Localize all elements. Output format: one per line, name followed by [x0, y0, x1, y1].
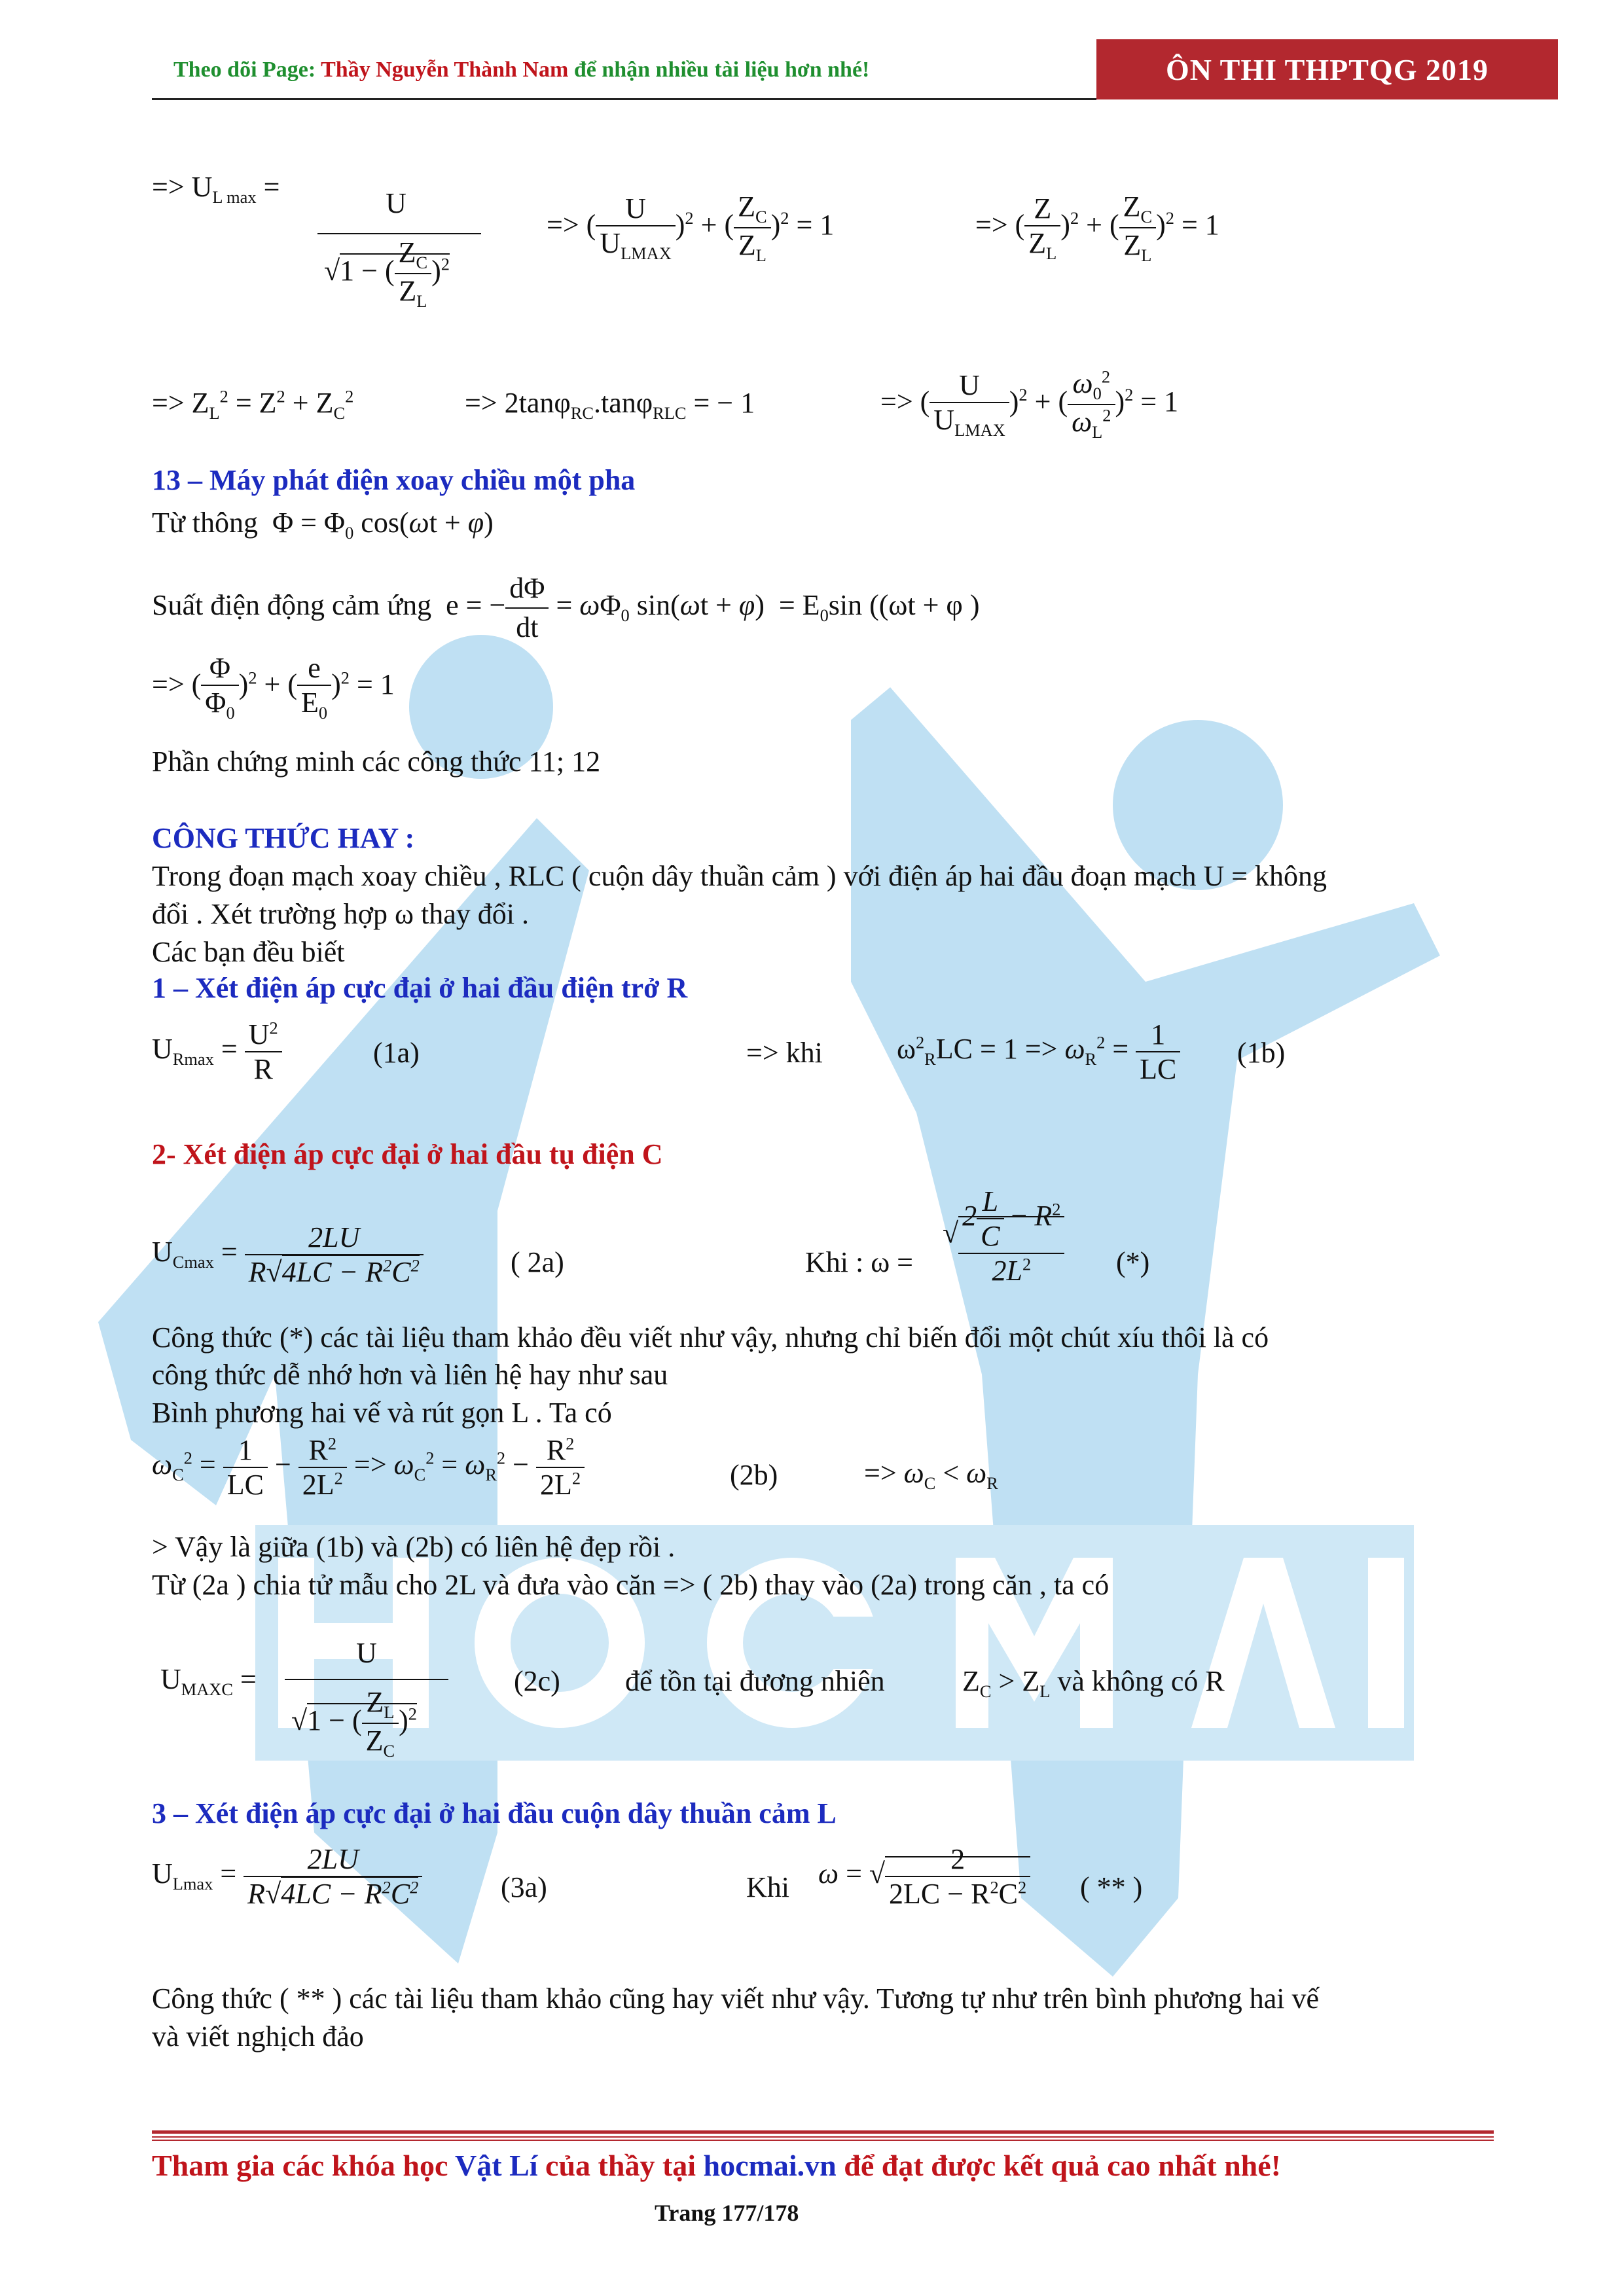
- section-13-title: 13 – Máy phát điện xoay chiều một pha: [152, 464, 636, 496]
- label-3a: (3a): [501, 1871, 547, 1903]
- teacher-name[interactable]: Thầy Nguyễn Thành Nam: [321, 58, 569, 82]
- emf-tail: = E: [778, 589, 820, 622]
- header-divider: [152, 98, 1096, 100]
- formula-omega-l: ω = √ $\frac{2}{2LC - R^2C^2}$: [818, 1842, 1030, 1910]
- formula-sqrt: √1 − ( $\frac{Z_C}{Z_L}$ )$^2$: [324, 236, 450, 311]
- formula-umaxc-sqrt: √1 − ( $\frac{Z_L}{Z_C}$ )$^2$: [291, 1686, 417, 1761]
- section-3-title: 3 – Xét điện áp cực đại ở hai đầu cuộn dây thuần cảm L: [152, 1797, 837, 1829]
- emf-label: Suất điện động cảm ứng: [152, 589, 432, 622]
- proof-note: Phần chứng minh các công thức 11; 12: [152, 745, 601, 778]
- formula-zl-squared: => $Z_L^2 = Z^2 + Z_C^2$: [152, 386, 354, 423]
- section-2-exist: để tồn tại đương nhiên: [625, 1665, 885, 1697]
- section-2-title: 2- Xét điện áp cực đại ở hai đầu tụ điện C: [152, 1138, 663, 1170]
- label-2b: (2b): [730, 1459, 778, 1491]
- label-1b: (1b): [1237, 1037, 1286, 1069]
- section-2-para-3: Bình phương hai vế và rút gọn L . Ta có: [152, 1397, 612, 1429]
- section-1-when: => khi: [746, 1037, 823, 1069]
- footer-cta: Tham gia các khóa học Vật Lí của thầy tại hocmai.vn để đạt được kết quả cao nhất nhé!: [152, 2149, 1281, 2182]
- header-follow-text: [173, 58, 869, 82]
- label-star: (*): [1116, 1246, 1150, 1278]
- formula-omega-r: $\omega^2_RLC = 1 => \omega_R^2$ = $\frac{1}{LC}$: [897, 1018, 1180, 1086]
- cth-para-1: Trong đoạn mạch xoay chiều , RLC ( cuộn dây thuần cảm ) với điện áp hai đầu đoạn mạch U = không: [152, 860, 1327, 892]
- section-2-para-1: Công thức (*) các tài liệu tham khảo đều viết như vậy, nhưng chỉ biến đổi một chút xíu thôi là có: [152, 1321, 1269, 1354]
- emf-tail2: sin ((ωt + φ ): [828, 589, 980, 622]
- exam-badge: ÔN THI THPTQG 2019: [1096, 39, 1558, 99]
- formula-ulmax-frac: U: [386, 187, 406, 219]
- section-1-title: 1 – Xét điện áp cực đại ở hai đầu điện trở R: [152, 972, 688, 1004]
- follow-suffix: để nhận nhiều tài liệu hơn nhé!: [568, 58, 870, 82]
- label-2c: (2c): [514, 1665, 560, 1697]
- cth-title: CÔNG THỨC HAY :: [152, 822, 415, 854]
- section-2-para-4: > Vậy là giữa (1b) và (2b) có liên hệ đẹp rồi .: [152, 1531, 676, 1563]
- formula-umaxc: $U_{MAXC}$ =: [160, 1663, 257, 1699]
- formula-omega-compare: => $\omega_C < \omega_R$: [864, 1457, 998, 1493]
- label-double-star: ( ** ): [1080, 1871, 1143, 1903]
- section-2-when: Khi : ω =: [805, 1246, 913, 1278]
- page-number: Trang 177/178: [655, 2200, 799, 2226]
- section-2-para-5: Từ (2a ) chia tử mẫu cho 2L và đưa vào căn => ( 2b) thay vào (2a) trong căn , ta có: [152, 1569, 1110, 1601]
- footer-rule-3: [152, 2140, 1494, 2141]
- hocmai-link[interactable]: hocmai.vn: [703, 2149, 837, 2182]
- section-3-when: Khi: [746, 1871, 789, 1903]
- formula-ratio-1: => ( $\frac{U}{U_{LMAX}}$ )$^2$ + ( $\frac{Z_C}{Z_L}$ )$^2$ = 1: [547, 190, 835, 265]
- formula-ulmax-row: => $U_{L max}$ =: [152, 171, 280, 207]
- cth-para-2: đổi . Xét trường hợp ω thay đổi .: [152, 898, 529, 930]
- formula-omega-ratio: => ( $\frac{U}{U_{LMAX}}$ )$^2$ + ( $\frac{\omega_0^2}{\omega_L^2}$ )$^2$ = 1: [880, 367, 1179, 442]
- section-3-para-1: Công thức ( ** ) các tài liệu tham khảo cũng hay viết như vậy. Tương tự như trên bình phương hai vế: [152, 1982, 1320, 2015]
- formula-umaxc-num: U: [356, 1637, 377, 1669]
- section-2-zc-gt-zl: $Z_C > Z_L$ và không có R: [962, 1665, 1225, 1701]
- formula-omega-c-squared: $\omega_C^2$ = $\frac{1}{LC}$ − $\frac{R^2}{2L^2}$ => $\omega_C^2 = \omega_R^2$ − $\frac{R^2}{2L^2}$: [152, 1433, 585, 1501]
- formula-ratio-2: => ( $\frac{Z}{Z_L}$ )$^2$ + ( $\frac{Z_C}{Z_L}$ )$^2$ = 1: [975, 190, 1219, 265]
- section-3-para-2: và viết nghịch đảo: [152, 2020, 364, 2053]
- formula-flux-emf-ratio: => ( $\frac{\Phi}{\Phi_0}$ )$^2$ + ( $\frac{e}{E_0}$ )$^2$ = 1: [152, 652, 395, 723]
- label-1a: (1a): [373, 1037, 420, 1069]
- formula-omega-c: √ 2 $\frac{L}{C}$ − $R^2$ $2L^2$: [943, 1185, 1064, 1287]
- flux-line: Từ thông $\Phi = \Phi_0$ cos(ωt + φ): [152, 507, 494, 543]
- footer-rule-2: [152, 2136, 1494, 2138]
- section-2-para-2: công thức dễ nhớ hơn và liên hệ hay như sau: [152, 1359, 668, 1391]
- formula-ucmax: $U_{Cmax}$ = $\frac{2LU}{R√4LC - R^2C^2}$: [152, 1221, 424, 1289]
- flux-label: Từ thông: [152, 507, 258, 539]
- formula-ulmax-2: $U_{Lmax}$ = $\frac{2LU}{R√4LC - R^2C^2}$: [152, 1842, 422, 1910]
- emf-line: Suất điện động cảm ứng e = − $\frac{d\Phi}{dt}$ = $\omega\Phi_0$ $\sin(\omega t + \varphi) = E_0\sin$ ((ωt + φ ): [152, 569, 979, 647]
- follow-prefix: Theo dõi Page:: [173, 58, 321, 82]
- frac-bar: [317, 233, 481, 234]
- label-2a: ( 2a): [511, 1246, 564, 1278]
- formula-tan: => 2tanφ$_{RC}$.tanφ$_{RLC}$ = − 1: [465, 387, 755, 423]
- frac-bar-2c: [285, 1679, 448, 1680]
- footer-rule-1: [152, 2130, 1494, 2134]
- cth-para-3: Các bạn đều biết: [152, 936, 345, 968]
- formula-urmax: $U_{Rmax}$ = $\frac{U^2}{R}$: [152, 1018, 282, 1086]
